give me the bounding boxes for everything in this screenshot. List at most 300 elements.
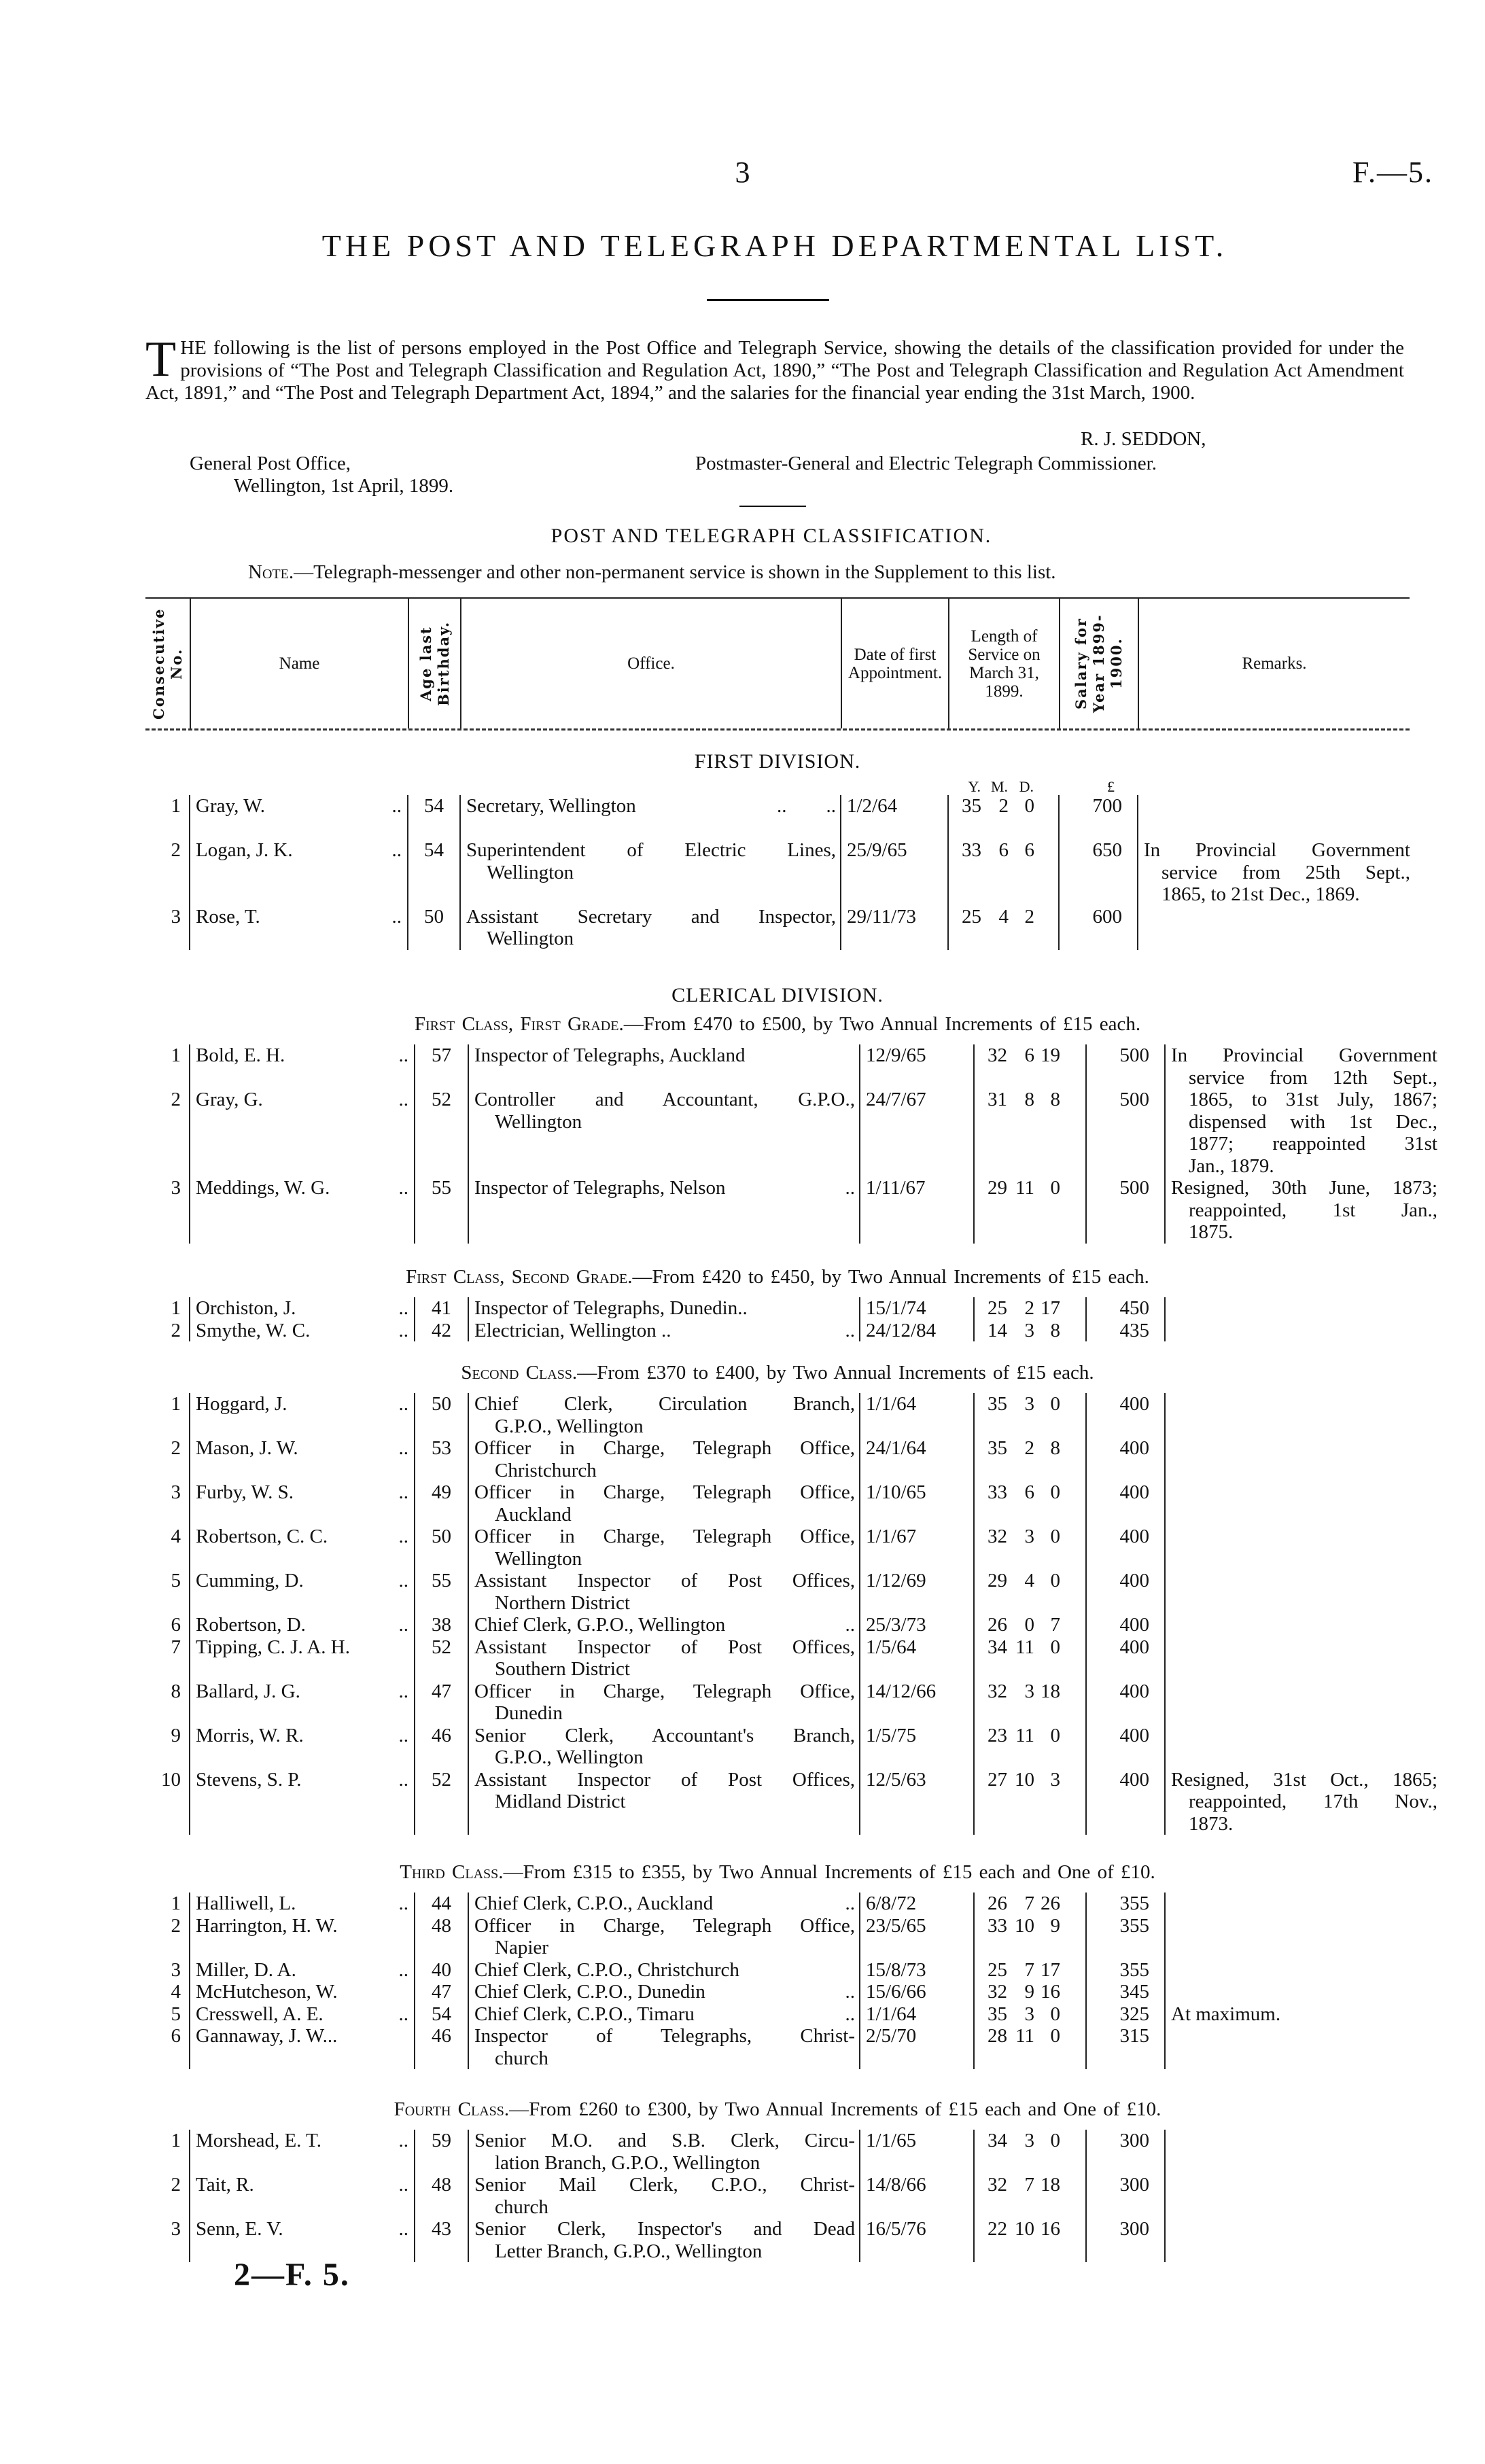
table-row (145, 1297, 1437, 1320)
remarks-cell (1138, 906, 1410, 950)
unit-months: M. (990, 778, 1008, 795)
remarks-line: Resigned, 30th June, 1873; (1171, 1177, 1437, 1199)
remarks-cell (1165, 1959, 1437, 1982)
employee-name: Bold, E. H. (196, 1044, 285, 1066)
consecutive-number: 1 (171, 795, 181, 817)
service-values (975, 1393, 1085, 1415)
employee-age: 47 (415, 1981, 468, 2003)
remarks (1171, 1769, 1437, 1835)
office-cell (468, 1297, 860, 1320)
employee-name: Hoggard, J. (196, 1393, 287, 1415)
office-line (474, 2003, 855, 2026)
service-years: 25 (962, 905, 981, 928)
salary: 600 (1059, 906, 1138, 950)
salary: 315 (1086, 2025, 1165, 2069)
office-line: Dunedin (495, 1702, 563, 1724)
service-months: 11 (1015, 2025, 1034, 2047)
service-days: 16 (1041, 2218, 1060, 2240)
remarks-line: reappointed, 1st Jan., (1189, 1199, 1437, 1221)
salary: 355 (1086, 1893, 1165, 1915)
office-line: lation Branch, G.P.O., Wellington (495, 2151, 761, 2174)
employee-age: 54 (408, 839, 460, 906)
office-line: Southern District (495, 1658, 630, 1680)
header-age: Age last Birthday. (408, 599, 460, 728)
service-days: 0 (1050, 1177, 1060, 1199)
office-cell (468, 1636, 860, 1680)
name-line (196, 1320, 414, 1342)
appointment-date: 25/3/73 (860, 1614, 974, 1636)
name-line (196, 1297, 414, 1320)
first-class-first-grade-section (145, 984, 1437, 1244)
table-row (145, 1959, 1437, 1982)
name-line (196, 1526, 414, 1548)
employee-name: Cumming, D. (196, 1570, 304, 1591)
name-line (196, 1570, 414, 1592)
service-years: 32 (988, 1044, 1007, 1066)
office-cell (468, 2003, 860, 2026)
consecutive-number: 6 (171, 1614, 181, 1636)
salary: 400 (1086, 1614, 1165, 1636)
office-line (474, 1320, 855, 1342)
name-line (196, 1636, 414, 1659)
employee-name: Mason, J. W. (196, 1437, 298, 1459)
name-line (196, 1481, 414, 1504)
service-years: 29 (988, 1570, 1007, 1591)
office-line: Inspector of Telegraphs, Dunedin.. (474, 1297, 748, 1319)
unit-days: D. (1019, 778, 1034, 795)
office-line: Napier (495, 1937, 548, 1958)
service-months: 3 (1024, 2130, 1034, 2151)
consecutive-number: 2 (171, 1089, 181, 1110)
length-of-service (974, 1981, 1086, 2003)
remarks-cell (1165, 1981, 1437, 2003)
office-line: Inspector of Telegraphs, Christ- (474, 2025, 855, 2047)
service-days: 16 (1041, 1981, 1060, 2003)
appointment-date: 23/5/65 (860, 1915, 974, 1959)
service-values (975, 1570, 1085, 1592)
employee-name-cell (190, 1320, 415, 1342)
table-row (145, 906, 1410, 950)
header-service: Length of Service on March 31, 1899. (948, 599, 1059, 728)
salary: 400 (1086, 1570, 1165, 1614)
service-values (975, 2174, 1085, 2196)
name-leader: .. (398, 1958, 408, 1981)
employee-name-cell (190, 1959, 415, 1982)
office-cell (468, 1893, 860, 1915)
service-days: 0 (1050, 1526, 1060, 1547)
service-months: 2 (998, 795, 1009, 817)
table-row (145, 1570, 1437, 1614)
service-values (975, 1437, 1085, 1460)
remarks (1144, 839, 1410, 906)
signature-mark: 2—F. 5. (234, 2257, 350, 2293)
employee-name-cell (190, 1437, 415, 1481)
name-leader: .. (398, 1437, 408, 1459)
employee-name: Rose, T. (196, 905, 260, 928)
remarks-line: Resigned, 31st Oct., 1865; (1171, 1768, 1437, 1791)
consecutive-number: 2 (171, 1319, 181, 1341)
employee-age: 48 (415, 2174, 468, 2218)
service-values (975, 1481, 1085, 1504)
service-days: 0 (1050, 1481, 1060, 1503)
employee-name-cell (190, 1725, 415, 1769)
service-months: 4 (998, 905, 1009, 928)
name-leader: .. (398, 1393, 408, 1415)
name-leader: .. (398, 1680, 408, 1702)
consecutive-number: 2 (171, 2174, 181, 2196)
service-values (975, 1893, 1085, 1915)
remarks-line: Jan., 1879. (1189, 1155, 1274, 1177)
name-leader: .. (398, 1614, 408, 1636)
salary: 450 (1086, 1297, 1165, 1320)
remarks-cell (1165, 2218, 1437, 2262)
name-leader: .. (391, 795, 402, 817)
appointment-date: 1/11/67 (860, 1177, 974, 1244)
table-row (145, 1614, 1437, 1636)
service-values (975, 2003, 1085, 2026)
office-cell (468, 1959, 860, 1982)
service-days: 8 (1050, 1089, 1060, 1110)
employee-age: 49 (415, 1481, 468, 1526)
note (248, 561, 1056, 584)
name-line (196, 2218, 414, 2240)
service-months: 6 (998, 839, 1009, 861)
employee-name: Stevens, S. P. (196, 1768, 302, 1791)
service-days: 8 (1050, 1437, 1060, 1459)
class-heading: Third Class.—From £315 to £355, by Two Annual Increments of £15 each and One of £10. (400, 1861, 1155, 1883)
employee-name-cell (190, 1089, 415, 1177)
title-divider (707, 299, 829, 301)
table-row (145, 2025, 1437, 2069)
length-of-service (974, 2218, 1086, 2262)
employee-name-cell (190, 839, 408, 906)
employee-name: Gannaway, J. W... (196, 2025, 338, 2047)
appointment-date: 1/1/67 (860, 1526, 974, 1570)
name-line (196, 1393, 414, 1415)
appointment-date: 1/1/64 (860, 1393, 974, 1437)
consecutive-number: 8 (171, 1680, 181, 1702)
service-months: 2 (1024, 1297, 1034, 1319)
salary: 355 (1086, 1915, 1165, 1959)
remarks-cell (1165, 2174, 1437, 2218)
service-months: 7 (1024, 1958, 1034, 1981)
remarks-cell (1165, 1725, 1437, 1769)
table-row (145, 1725, 1437, 1769)
service-months: 3 (1024, 1680, 1034, 1702)
service-years: 33 (988, 1914, 1007, 1937)
name-line (196, 906, 407, 928)
service-years: 35 (988, 1437, 1007, 1459)
office-line: Christchurch (495, 1459, 597, 1481)
office-line: Letter Branch, G.P.O., Wellington (495, 2240, 763, 2262)
table-row (145, 1915, 1437, 1959)
table-row (145, 1177, 1437, 1244)
office-line (474, 1981, 855, 2003)
appointment-date: 1/1/65 (860, 2130, 974, 2174)
employee-name-cell (190, 1044, 415, 1089)
employee-name: Furby, W. S. (196, 1481, 294, 1503)
employee-name-cell (190, 1981, 415, 2003)
service-months: 11 (1015, 1636, 1034, 1658)
length-of-service (974, 1177, 1086, 1244)
consecutive-number: 2 (171, 1914, 181, 1937)
office-line: Assistant Inspector of Post Offices, (474, 1570, 855, 1591)
appointment-date: 24/7/67 (860, 1089, 974, 1177)
table-row (145, 1393, 1437, 1437)
service-months: 6 (1024, 1481, 1034, 1503)
employee-age: 59 (415, 2130, 468, 2174)
service-values (975, 1769, 1085, 1791)
second-class-section (145, 1362, 1437, 1835)
name-line (196, 1089, 414, 1111)
service-months: 9 (1024, 1981, 1034, 2003)
salary: 400 (1086, 1393, 1165, 1437)
service-months: 10 (1015, 2218, 1034, 2240)
office-line: church (495, 2047, 548, 2069)
employee-age: 41 (415, 1297, 468, 1320)
remarks-cell (1165, 1481, 1437, 1526)
employee-name: Ballard, J. G. (196, 1680, 300, 1702)
employee-age: 54 (415, 2003, 468, 2026)
name-leader: .. (398, 1177, 408, 1199)
office-cell (468, 1320, 860, 1342)
office-leader: .. (845, 2003, 855, 2025)
service-months: 8 (1024, 1089, 1034, 1110)
length-of-service (974, 1393, 1086, 1437)
remarks-line: reappointed, 17th Nov., (1189, 1791, 1437, 1812)
office-cell (468, 1044, 860, 1089)
office-cell (468, 2025, 860, 2069)
employee-name: Orchiston, J. (196, 1297, 296, 1319)
salary: 325 (1086, 2003, 1165, 2026)
remarks (1171, 2003, 1437, 2026)
service-values (975, 1959, 1085, 1982)
table-row (145, 1769, 1437, 1835)
consecutive-number: 3 (171, 1958, 181, 1981)
name-leader: .. (398, 1319, 408, 1341)
employee-name: Logan, J. K. (196, 839, 293, 861)
page-title: THE POST AND TELEGRAPH DEPARTMENTAL LIST. (321, 228, 1228, 263)
length-of-service (974, 1437, 1086, 1481)
office-leader: .. (845, 1981, 855, 2003)
service-days: 3 (1050, 1768, 1060, 1791)
service-values (975, 2218, 1085, 2240)
service-days: 0 (1050, 2003, 1060, 2025)
class-heading: Fourth Class.—From £260 to £300, by Two Annual Increments of £15 each and One of £10. (394, 2098, 1161, 2120)
name-line (196, 2174, 414, 2196)
fourth-class-section (145, 2098, 1410, 2262)
employee-name: Robertson, C. C. (196, 1526, 328, 1547)
employee-name: Robertson, D. (196, 1614, 306, 1636)
remarks-line: 1865, to 21st Dec., 1869. (1161, 883, 1360, 905)
employee-age: 52 (415, 1089, 468, 1177)
length-of-service (974, 1481, 1086, 1526)
office-line: Wellington (495, 1547, 582, 1570)
office-line: Wellington (495, 1110, 582, 1133)
division-heading: FIRST DIVISION. (694, 750, 861, 773)
name-leader: .. (398, 1724, 408, 1746)
service-days: 0 (1050, 1393, 1060, 1415)
remarks-cell (1165, 1044, 1437, 1177)
office-line: G.P.O., Wellington (495, 1415, 644, 1437)
service-days: 18 (1041, 1680, 1060, 1702)
name-line (196, 1177, 414, 1199)
consecutive-number: 3 (171, 1481, 181, 1503)
service-values (975, 2130, 1085, 2152)
office-line: Northern District (495, 1591, 630, 1614)
first-class-second-grade-section (145, 1266, 1410, 1341)
salary: 435 (1086, 1320, 1165, 1342)
division-heading: CLERICAL DIVISION. (671, 984, 884, 1006)
name-leader: .. (398, 1044, 408, 1066)
appointment-date: 14/12/66 (860, 1680, 974, 1725)
table-row (145, 795, 1410, 839)
employee-name-cell (190, 1769, 415, 1835)
salary: 400 (1086, 1680, 1165, 1725)
office-cell (468, 1614, 860, 1636)
salary: 400 (1086, 1636, 1165, 1680)
signatory-role: Postmaster-General and Electric Telegraph Commissioner. (695, 453, 1157, 474)
name-line (196, 1893, 414, 1915)
remarks-cell (1165, 1177, 1437, 1244)
service-values (975, 1177, 1085, 1199)
employee-name-cell (190, 1893, 415, 1915)
office-line: Officer in Charge, Telegraph Office, (474, 1914, 855, 1937)
length-of-service (974, 1320, 1086, 1342)
salary: 650 (1059, 839, 1138, 906)
remarks (1171, 1177, 1437, 1244)
employee-name-cell (190, 2130, 415, 2174)
service-days: 26 (1041, 1893, 1060, 1914)
remarks-cell (1165, 1320, 1437, 1342)
length-of-service (974, 1915, 1086, 1959)
name-leader: .. (398, 1893, 408, 1914)
salary: 300 (1086, 2130, 1165, 2174)
employee-name-cell (190, 1680, 415, 1725)
name-line (196, 1680, 414, 1703)
employee-name-cell (190, 1614, 415, 1636)
appointment-date: 1/10/65 (860, 1481, 974, 1526)
table-row (145, 1893, 1437, 1915)
office-line (474, 1177, 855, 1199)
remarks-line: In Provincial Government (1171, 1044, 1437, 1066)
office-text: Secretary, Wellington (466, 795, 636, 817)
office-line: Superintendent of Electric Lines, (466, 839, 836, 861)
service-values (975, 1915, 1085, 1937)
consecutive-number: 2 (171, 1437, 181, 1459)
office-cell (468, 1177, 860, 1244)
name-line (196, 1614, 414, 1636)
service-days: 18 (1041, 2174, 1060, 2196)
name-leader: .. (398, 1481, 408, 1503)
name-line (196, 1769, 414, 1791)
appointment-date: 29/11/73 (841, 906, 948, 950)
intro-text: HE following is the list of persons employed in the Post Office and Telegraph Service, showing the details of the classification provided for under the provisions of “The Post and Telegraph Classification and Regulation Act, 1890,” “The Post and Telegraph Classification and Regulation Act Amendment Act, 1891,” and “The Post and Telegraph Department Act, 1894,” and the salaries for the financial year ending the 31st March, 1900. (145, 337, 1404, 404)
third-class-section (145, 1861, 1410, 2069)
office-cell (468, 2174, 860, 2218)
header-remarks: Remarks. (1138, 599, 1410, 728)
class-heading: First Class, First Grade.—From £470 to £500, by Two Annual Increments of £15 each. (414, 1013, 1141, 1035)
consecutive-number: 3 (171, 1177, 181, 1199)
name-line (196, 1725, 414, 1747)
consecutive-number: 1 (171, 1393, 181, 1415)
remarks-cell (1165, 1636, 1437, 1680)
note-text: —Telegraph-messenger and other non-permanent service is shown in the Supplement to this list. (294, 561, 1056, 583)
length-of-service (974, 1636, 1086, 1680)
employee-name-cell (190, 2003, 415, 2026)
consecutive-number: 4 (171, 1526, 181, 1547)
name-leader: .. (398, 1089, 408, 1110)
issue-place-date: Wellington, 1st April, 1899. (234, 475, 454, 497)
employee-name: McHutcheson, W. (196, 1981, 338, 2003)
length-of-service (974, 1614, 1086, 1636)
employee-age: 38 (415, 1614, 468, 1636)
service-days: 0 (1050, 1570, 1060, 1591)
header-date: Date of first Appointment. (841, 599, 948, 728)
service-days: 0 (1050, 2025, 1060, 2047)
salary: 400 (1086, 1437, 1165, 1481)
header-number: Consecutive No. (150, 608, 185, 720)
service-values (949, 839, 1058, 862)
service-days: 2 (1024, 905, 1034, 928)
length-of-service (974, 1089, 1086, 1177)
service-days: 0 (1050, 1636, 1060, 1658)
employee-name: Cresswell, A. E. (196, 2003, 324, 2025)
table-row (145, 1526, 1437, 1570)
employee-age: 47 (415, 1680, 468, 1725)
office-text: Chief Clerk, C.P.O., Auckland (474, 1893, 714, 1914)
office-line (474, 1893, 855, 1915)
service-months: 4 (1024, 1570, 1034, 1591)
appointment-date: 15/1/74 (860, 1297, 974, 1320)
consecutive-number: 1 (171, 1297, 181, 1319)
service-years: 34 (988, 1636, 1007, 1658)
employee-name-cell (190, 2174, 415, 2218)
salary: 400 (1086, 1725, 1165, 1769)
service-years: 35 (988, 1393, 1007, 1415)
employee-age: 42 (415, 1320, 468, 1342)
office-cell (468, 1680, 860, 1725)
employee-name: Harrington, H. W. (196, 1914, 338, 1937)
employee-name: Tait, R. (196, 2174, 254, 2196)
service-years: 23 (988, 1724, 1007, 1746)
appointment-date: 1/5/64 (860, 1636, 974, 1680)
office-line: Senior M.O. and S.B. Clerk, Circu- (474, 2130, 855, 2151)
name-leader: .. (398, 2130, 408, 2151)
employee-name-cell (190, 1297, 415, 1320)
service-values (975, 1725, 1085, 1747)
appointment-date: 6/8/72 (860, 1893, 974, 1915)
office-leader: .. (845, 1177, 855, 1199)
employee-name: Morshead, E. T. (196, 2130, 321, 2151)
length-of-service (974, 1297, 1086, 1320)
office-leader: .. (845, 1319, 855, 1341)
name-leader: .. (391, 905, 402, 928)
service-years: 34 (988, 2130, 1007, 2151)
salary: 400 (1086, 1526, 1165, 1570)
service-values (975, 1680, 1085, 1703)
employee-age: 50 (415, 1393, 468, 1437)
header-office: Office. (460, 599, 841, 728)
office-line: Assistant Inspector of Post Offices, (474, 1636, 855, 1658)
service-months: 7 (1024, 1893, 1034, 1914)
service-days: 19 (1041, 1044, 1060, 1066)
page-number: 3 (735, 156, 750, 189)
office-leader: .. (845, 1614, 855, 1636)
salary: 355 (1086, 1959, 1165, 1982)
header-salary: Salary for Year 1899-1900. (1059, 599, 1138, 728)
service-years: 26 (988, 1614, 1007, 1636)
